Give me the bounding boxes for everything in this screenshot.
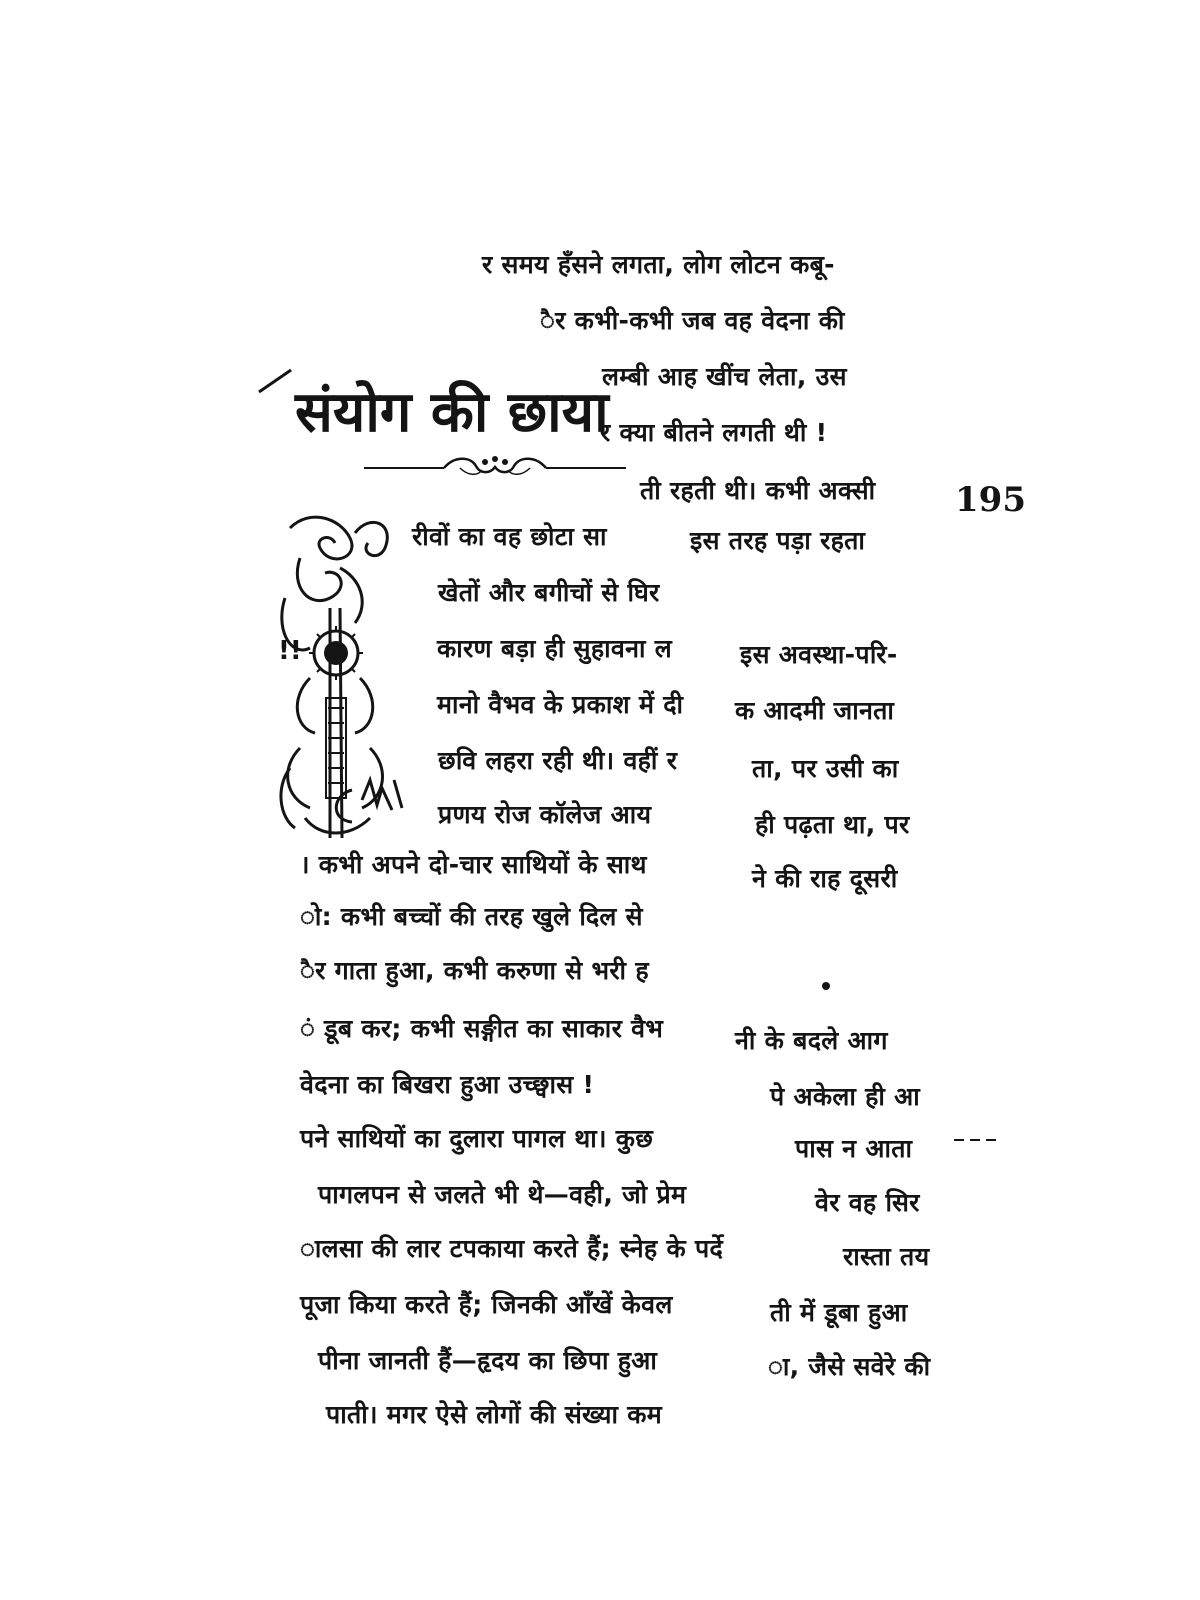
- text-line: वेर वह सिर: [815, 1188, 920, 1217]
- text-line: पागलपन से जलते भी थे—वही, जो प्रेम: [318, 1180, 687, 1209]
- text-line: प्रणय रोज कॉलेज आय: [438, 800, 652, 829]
- text-line: इस तरह पड़ा रहता: [690, 526, 866, 555]
- text-line: ती में डूबा हुआ: [770, 1298, 908, 1327]
- pen-mark-icon: [255, 366, 295, 396]
- text-line: वेदना का बिखरा हुआ उच्छ्वास !: [300, 1070, 595, 1099]
- text-line: पूजा किया करते हैं; जिनकी आँखें केवल: [300, 1290, 673, 1319]
- text-line: र क्या बीतने लगती थी !: [600, 418, 828, 447]
- text-line: कारण बड़ा ही सुहावना ल: [437, 634, 673, 663]
- text-line: ही पढ़ता था, पर: [755, 810, 910, 839]
- text-line: पीना जानती हैं—हृदय का छिपा हुआ: [318, 1346, 658, 1375]
- text-line: ैर गाता हुआ, कभी करुणा से भरी ह: [300, 956, 649, 985]
- text-line: लम्बी आह खींच लेता, उस: [602, 362, 847, 391]
- text-line: ने की राह दूसरी: [752, 864, 898, 893]
- text-line: पास न आता: [795, 1134, 913, 1163]
- margin-mark: !!: [278, 636, 302, 666]
- text-line: रास्ता तय: [843, 1242, 930, 1271]
- page-title: संयोग की छाया: [295, 380, 609, 445]
- text-line: पाती। मगर ऐसे लोगों की संख्या कम: [326, 1400, 662, 1429]
- text-line: ालसा की लार टपकाया करते हैं; स्नेह के पर्दे: [300, 1234, 724, 1263]
- text-line: छवि लहरा रही थी। वहीं र: [438, 746, 678, 775]
- text-line: ैर कभी-कभी जब वह वेदना की: [540, 306, 845, 335]
- scan-mark-icon: [950, 1130, 1000, 1150]
- text-line: ती रहती थी। कभी अक्सी: [640, 476, 876, 505]
- title-flourish-icon: [360, 452, 630, 482]
- scan-dot-icon: [820, 980, 832, 992]
- text-line: रीवों का वह छोटा सा: [412, 522, 607, 551]
- text-line: खेतों और बगीचों से घिर: [438, 578, 660, 607]
- text-line: ं डूब कर; कभी सङ्गीत का साकार वैभ: [300, 1014, 664, 1043]
- text-line: मानो वैभव के प्रकाश में दी: [437, 690, 684, 719]
- text-line: ा, जैसे सवेरे की: [768, 1352, 931, 1381]
- page-number: 195: [955, 480, 1026, 520]
- text-line: इस अवस्था-परि-: [740, 640, 898, 669]
- text-line: क आदमी जानता: [735, 696, 895, 725]
- text-line: नी के बदले आग: [735, 1026, 888, 1055]
- handwritten-annotation-icon: [322, 770, 422, 830]
- text-line: र समय हँसने लगता, लोग लोटन कबू-: [482, 250, 835, 279]
- text-line: ता, पर उसी का: [752, 754, 899, 783]
- text-line: । कभी अपने दो-चार साथियों के साथ: [300, 850, 647, 879]
- text-line: ो: कभी बच्चों की तरह खुले दिल से: [300, 902, 643, 931]
- text-line: पने साथियों का दुलारा पागल था। कुछ: [300, 1124, 654, 1153]
- text-line: पे अकेला ही आ: [770, 1082, 921, 1111]
